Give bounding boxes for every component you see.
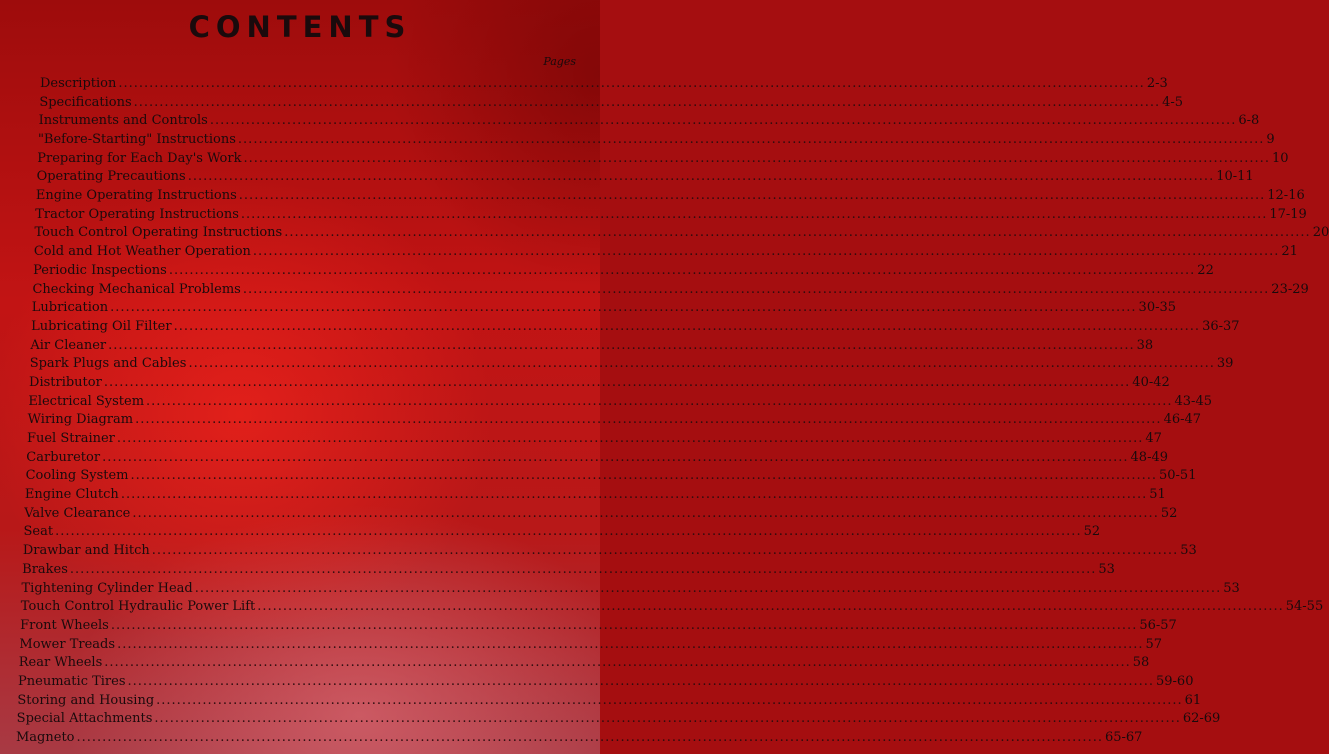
toc-entry-pages: 58 bbox=[1132, 655, 1150, 671]
dot-leader: ........................................................................................................................................................................................................ bbox=[69, 561, 1097, 577]
dot-leader: ........................................................................................................................................................................................................ bbox=[103, 374, 1131, 390]
toc-entry-title: Front Wheels bbox=[20, 617, 109, 633]
toc-entry bbox=[23, 522, 1101, 541]
toc-entry-pages: 59-60 bbox=[1155, 673, 1194, 689]
dot-leader: ........................................................................................................................................................................................................ bbox=[257, 599, 1284, 615]
toc-entry-pages: 12-16 bbox=[1267, 188, 1305, 204]
toc-entry-pages: 10 bbox=[1271, 150, 1289, 166]
toc-entry-pages: 53 bbox=[1180, 543, 1197, 559]
toc-entry-title: Engine Clutch bbox=[24, 487, 119, 503]
toc-entry-pages: 62-69 bbox=[1182, 711, 1221, 727]
toc-entry bbox=[38, 111, 1260, 130]
toc-entry-pages: 43-45 bbox=[1174, 393, 1212, 409]
toc-entry bbox=[26, 448, 1169, 467]
toc-entry-title: Touch Control Hydraulic Power Lift bbox=[20, 599, 256, 615]
toc-entry-pages: 47 bbox=[1145, 431, 1162, 447]
toc-entry-pages: 46-47 bbox=[1163, 412, 1202, 428]
dot-leader: ........................................................................................................................................................................................................ bbox=[127, 673, 1154, 689]
toc-entry-pages: 61 bbox=[1184, 692, 1202, 708]
toc-entry-title: Valve Clearance bbox=[24, 505, 131, 521]
toc-entry bbox=[29, 354, 1234, 373]
toc-entry bbox=[16, 728, 1143, 747]
toc-entry bbox=[20, 597, 1324, 616]
toc-entry-pages: 50-51 bbox=[1158, 468, 1197, 484]
toc-entry-pages: 53 bbox=[1223, 580, 1240, 596]
toc-entry-pages: 53 bbox=[1098, 561, 1115, 577]
toc-entry-title: Operating Precautions bbox=[36, 169, 186, 185]
dot-leader: ........................................................................................................................................................................................................ bbox=[55, 524, 1082, 540]
dot-leader: ........................................................................................................................................................................................................ bbox=[104, 655, 1131, 671]
toc-entry-title: Cold and Hot Weather Operation bbox=[33, 244, 251, 260]
dot-leader: ........................................................................................................................................................................................................ bbox=[284, 225, 1311, 241]
page-title: CONTENTS bbox=[188, 10, 412, 44]
toc-entry-title: Air Cleaner bbox=[30, 337, 107, 353]
dot-leader: ........................................................................................................................................................................................................ bbox=[194, 580, 1222, 596]
dot-leader: ........................................................................................................................................................................................................ bbox=[110, 300, 1137, 316]
dot-leader: ........................................................................................................................................................................................................ bbox=[146, 393, 1173, 409]
toc-entry-title: Wiring Diagram bbox=[27, 412, 134, 428]
toc-entry-title: Storing and Housing bbox=[17, 692, 155, 708]
toc-entry bbox=[20, 616, 1177, 635]
toc-entry-title: Carburetor bbox=[26, 449, 101, 465]
toc-entry-title: Cooling System bbox=[25, 468, 129, 484]
toc-entry-pages: 22 bbox=[1197, 262, 1214, 278]
toc-entry-title: Touch Control Operating Instructions bbox=[34, 225, 283, 241]
pages-column-label: Pages bbox=[543, 55, 576, 68]
dot-leader: ........................................................................................................................................................................................................ bbox=[108, 337, 1135, 353]
toc-entry bbox=[37, 149, 1289, 168]
dot-leader: ........................................................................................................................................................................................................ bbox=[237, 132, 1265, 148]
toc-entry bbox=[40, 74, 1168, 93]
toc-entry bbox=[26, 429, 1162, 448]
dot-leader: ........................................................................................................................................................................................................ bbox=[76, 730, 1103, 745]
toc-entry-title: Lubrication bbox=[31, 300, 109, 316]
toc-entry-pages: 56-57 bbox=[1139, 617, 1177, 633]
toc-entry-pages: 21 bbox=[1281, 244, 1298, 260]
toc-entry bbox=[24, 485, 1166, 504]
toc-entry-pages: 30-35 bbox=[1138, 300, 1177, 316]
toc-entry-title: Spark Plugs and Cables bbox=[29, 356, 187, 372]
dot-leader: ........................................................................................................................................................................................................ bbox=[238, 188, 1266, 204]
dot-leader: ........................................................................................................................................................................................................ bbox=[168, 262, 1196, 278]
toc-entry-pages: 57 bbox=[1145, 636, 1163, 652]
toc-entry-pages: 54-55 bbox=[1285, 599, 1324, 615]
toc-entry-title: Drawbar and Hitch bbox=[22, 543, 150, 559]
dot-leader: ........................................................................................................................................................................................................ bbox=[117, 636, 1144, 652]
toc-entry-pages: 23-29 bbox=[1271, 281, 1309, 297]
toc-entry-pages: 4-5 bbox=[1162, 94, 1184, 110]
toc-entry-pages: 40-42 bbox=[1132, 374, 1170, 390]
toc-entry-pages: 6-8 bbox=[1238, 113, 1260, 129]
toc-entry bbox=[27, 410, 1202, 429]
dot-leader: ........................................................................................................................................................................................................ bbox=[154, 711, 1181, 727]
toc-entry-title: Pneumatic Tires bbox=[18, 673, 126, 689]
toc-entry-pages: 10-11 bbox=[1216, 169, 1254, 185]
dot-leader: ........................................................................................................................................................................................................ bbox=[243, 150, 1270, 166]
toc-entry-title: Lubricating Oil Filter bbox=[31, 318, 172, 334]
toc-entry-pages: 48-49 bbox=[1130, 449, 1169, 465]
toc-entry bbox=[21, 579, 1240, 598]
toc-entry bbox=[33, 242, 1298, 261]
toc-entry bbox=[32, 280, 1309, 299]
toc-entry-pages: 36-37 bbox=[1202, 318, 1240, 334]
toc-entry bbox=[35, 205, 1307, 224]
toc-entry-title: Tightening Cylinder Head bbox=[21, 580, 193, 596]
dot-leader: ........................................................................................................................................................................................................ bbox=[132, 505, 1159, 521]
toc-entry bbox=[29, 373, 1170, 392]
toc-entry-pages: 2-3 bbox=[1146, 76, 1168, 91]
dot-leader: ........................................................................................................................................................................................................ bbox=[151, 543, 1179, 559]
toc-entry-pages: 20 bbox=[1312, 225, 1329, 241]
dot-leader: ........................................................................................................................................................................................................ bbox=[242, 281, 1270, 297]
dot-leader: ........................................................................................................................................................................................................ bbox=[252, 244, 1280, 260]
toc-entry-pages: 39 bbox=[1216, 356, 1234, 372]
toc-entry-title: Tractor Operating Instructions bbox=[35, 206, 239, 222]
toc-entry bbox=[24, 504, 1178, 523]
dot-leader: ........................................................................................................................................................................................................ bbox=[240, 206, 1268, 222]
toc-entry-title: Brakes bbox=[22, 561, 68, 577]
toc-entry bbox=[25, 466, 1197, 485]
toc-entry-pages: 51 bbox=[1149, 487, 1166, 503]
dot-leader: ........................................................................................................................................................................................................ bbox=[120, 487, 1148, 503]
dot-leader: ........................................................................................................................................................................................................ bbox=[116, 431, 1144, 447]
dot-leader: ........................................................................................................................................................................................................ bbox=[209, 113, 1237, 129]
dot-leader: ........................................................................................................................................................................................................ bbox=[188, 356, 1215, 372]
toc-entry bbox=[31, 298, 1177, 317]
toc-entry-title: Engine Operating Instructions bbox=[35, 188, 237, 204]
toc-entry-title: "Before-Starting" Instructions bbox=[37, 132, 236, 148]
dot-leader: ........................................................................................................................................................................................................ bbox=[118, 76, 1145, 91]
toc-entry-title: Rear Wheels bbox=[18, 655, 103, 671]
toc-entry bbox=[22, 560, 1115, 579]
dot-leader: ........................................................................................................................................................................................................ bbox=[110, 617, 1138, 633]
toc-entry-title: Distributor bbox=[29, 374, 102, 390]
dot-leader: ........................................................................................................................................................................................................ bbox=[135, 412, 1162, 428]
toc-entry-pages: 52 bbox=[1083, 524, 1101, 540]
toc-entry-title: Instruments and Controls bbox=[38, 113, 208, 129]
toc-entry bbox=[34, 223, 1329, 242]
toc-entry-title: Mower Treads bbox=[19, 636, 116, 652]
toc-entry-pages: 9 bbox=[1266, 132, 1275, 148]
dot-leader: ........................................................................................................................................................................................................ bbox=[102, 449, 1129, 465]
toc-entry-title: Electrical System bbox=[28, 393, 145, 409]
toc-entry-pages: 17-19 bbox=[1269, 206, 1307, 222]
toc-entry bbox=[28, 392, 1212, 411]
dot-leader: ........................................................................................................................................................................................................ bbox=[133, 94, 1161, 110]
toc-entry bbox=[31, 317, 1240, 336]
toc-entry-title: Specifications bbox=[39, 94, 132, 110]
toc-entry-pages: 38 bbox=[1136, 337, 1154, 353]
toc-entry-title: Seat bbox=[23, 524, 54, 540]
dot-leader: ........................................................................................................................................................................................................ bbox=[173, 318, 1201, 334]
toc-entry-title: Fuel Strainer bbox=[26, 431, 115, 447]
toc-entry-title: Checking Mechanical Problems bbox=[32, 281, 241, 297]
toc-entry bbox=[35, 186, 1305, 205]
toc-entry bbox=[18, 653, 1150, 672]
toc-entry bbox=[17, 691, 1202, 710]
toc-entry-title: Description bbox=[40, 76, 117, 91]
toc-entry bbox=[18, 672, 1194, 691]
toc-entry-title: Special Attachments bbox=[16, 711, 153, 727]
toc-entry bbox=[30, 336, 1154, 355]
toc-entry bbox=[39, 93, 1184, 112]
dot-leader: ........................................................................................................................................................................................................ bbox=[187, 169, 1215, 185]
toc-entry bbox=[37, 130, 1275, 149]
dot-leader: ........................................................................................................................................................................................................ bbox=[130, 468, 1157, 484]
toc-entry bbox=[33, 261, 1214, 280]
toc-entry-title: Magneto bbox=[16, 730, 75, 745]
toc-entry-pages: 52 bbox=[1160, 505, 1178, 521]
toc-entry bbox=[19, 635, 1163, 654]
toc-entry-pages: 65-67 bbox=[1104, 730, 1143, 745]
toc-entry bbox=[36, 167, 1254, 186]
toc-entry-title: Preparing for Each Day's Work bbox=[37, 150, 242, 166]
dot-leader: ........................................................................................................................................................................................................ bbox=[156, 692, 1183, 708]
toc-entry-title: Periodic Inspections bbox=[33, 262, 167, 278]
toc-entry bbox=[22, 541, 1197, 560]
toc-entry bbox=[16, 709, 1221, 728]
